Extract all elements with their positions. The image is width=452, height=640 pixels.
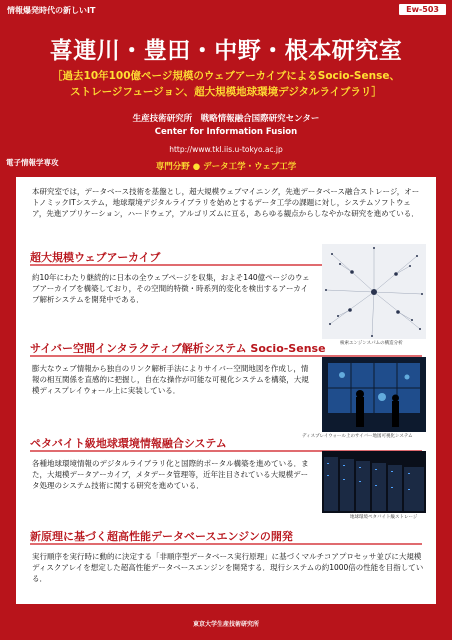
display-wall-icon xyxy=(322,357,426,432)
section-title-db-engine: 新原理に基づく超高性能データベースエンジンの開発 xyxy=(30,530,293,543)
storage-image xyxy=(322,451,426,513)
caption-storage: 地球環境ペタバイト級ストレージ xyxy=(350,515,418,520)
subtitle-line-1: ［過去10年100億ページ規模のウェブアーカイブによるSocio-Sense、 xyxy=(52,70,400,82)
caption-display-wall: ディスプレイウォール上のサイバー地図可視化システム xyxy=(302,434,413,439)
section-text-socio-sense: 膨大なウェブ情報から独自のリンク解析手法によりサイバー空間地図を作成し，情報の相互関係を直感的に把握し，自在な操作が可能な可視化システムを構築，大規模ディスプレイウォール上に実装している． xyxy=(32,364,309,395)
subtitle-line-2: ストレージフュージョン、超大規模地球環境デジタルライブラリ］ xyxy=(70,86,382,98)
server-racks-icon xyxy=(322,451,426,513)
intro-text: 本研究室では，データベース技術を基盤とし，超大規模ウェブマイニング，先進データベース融合ストレージ，オートノミックITシステム，地球環境デジタルライブラリを始めとするデータ工学の課題に対し，システムソフトウェア，先進アプリケーション，ハードウェア，アルゴリズムに亘る，あらゆる観点からしなやかな研究を進めている． xyxy=(32,187,420,218)
section-rule xyxy=(30,543,422,545)
subtitle xyxy=(20,68,432,100)
footer: 東京大学生産技術研究所 xyxy=(192,621,259,628)
caption-web-graph: 検索エンジンスパムの構造分析 xyxy=(340,341,403,346)
display-wall-image xyxy=(322,357,426,432)
code-badge: Ew-503 xyxy=(399,4,446,15)
section-title-web-archive: 超大規模ウェブアーカイブ xyxy=(30,251,161,264)
section-title-socio-sense: サイバー空間インタラクティブ解析システム Socio-Sense xyxy=(30,342,326,355)
section-text-earth-environment: 各種地球環境情報のデジタルライブラリ化と国際的ポータル構築を進めている．また，大規模データアーカイブ，メタデータ管理等，近年注目されている大規模データ処理のシステム技術に関する研究を進めている． xyxy=(32,459,309,490)
field-label: 電子情報学専攻 xyxy=(6,158,59,167)
lab-url[interactable]: http://www.tkl.iis.u-tokyo.ac.jp xyxy=(169,145,283,154)
page-title: 喜連川・豊田・中野・根本研究室 xyxy=(49,38,403,64)
institute-name-en: Center for Information Fusion xyxy=(154,127,298,137)
section-text-db-engine: 実行順序を実行時に動的に決定する「非順序型データベース実行原理」に基づくマルチコアプロセッサ並びに大規模ディスクアレイを想定した超高性能データベースエンジンを開発する．現行システムの約1000倍の性能を目指している． xyxy=(32,552,424,583)
section-text-web-archive: 約10年にわたり継続的に日本の全ウェブページを収集，およそ140億ページのウェブアーカイブを構築しており，その空間的特徴・時系列的変化を検出するアーカイブ解析システムを開発中である． xyxy=(32,273,310,304)
series-label: 情報爆発時代の新しいIT xyxy=(7,6,96,15)
institute xyxy=(0,113,452,139)
web-graph-image xyxy=(322,244,426,339)
institute-name-ja: 生産技術研究所 戦略情報融合国際研究センター xyxy=(132,114,320,124)
content-panel xyxy=(16,177,436,604)
specialty: 専門分野 ● データ工学・ウェブ工学 xyxy=(155,162,297,172)
section-title-earth-environment: ペタバイト級地球環境情報融合システム xyxy=(30,437,227,450)
network-graph-icon xyxy=(322,244,426,339)
